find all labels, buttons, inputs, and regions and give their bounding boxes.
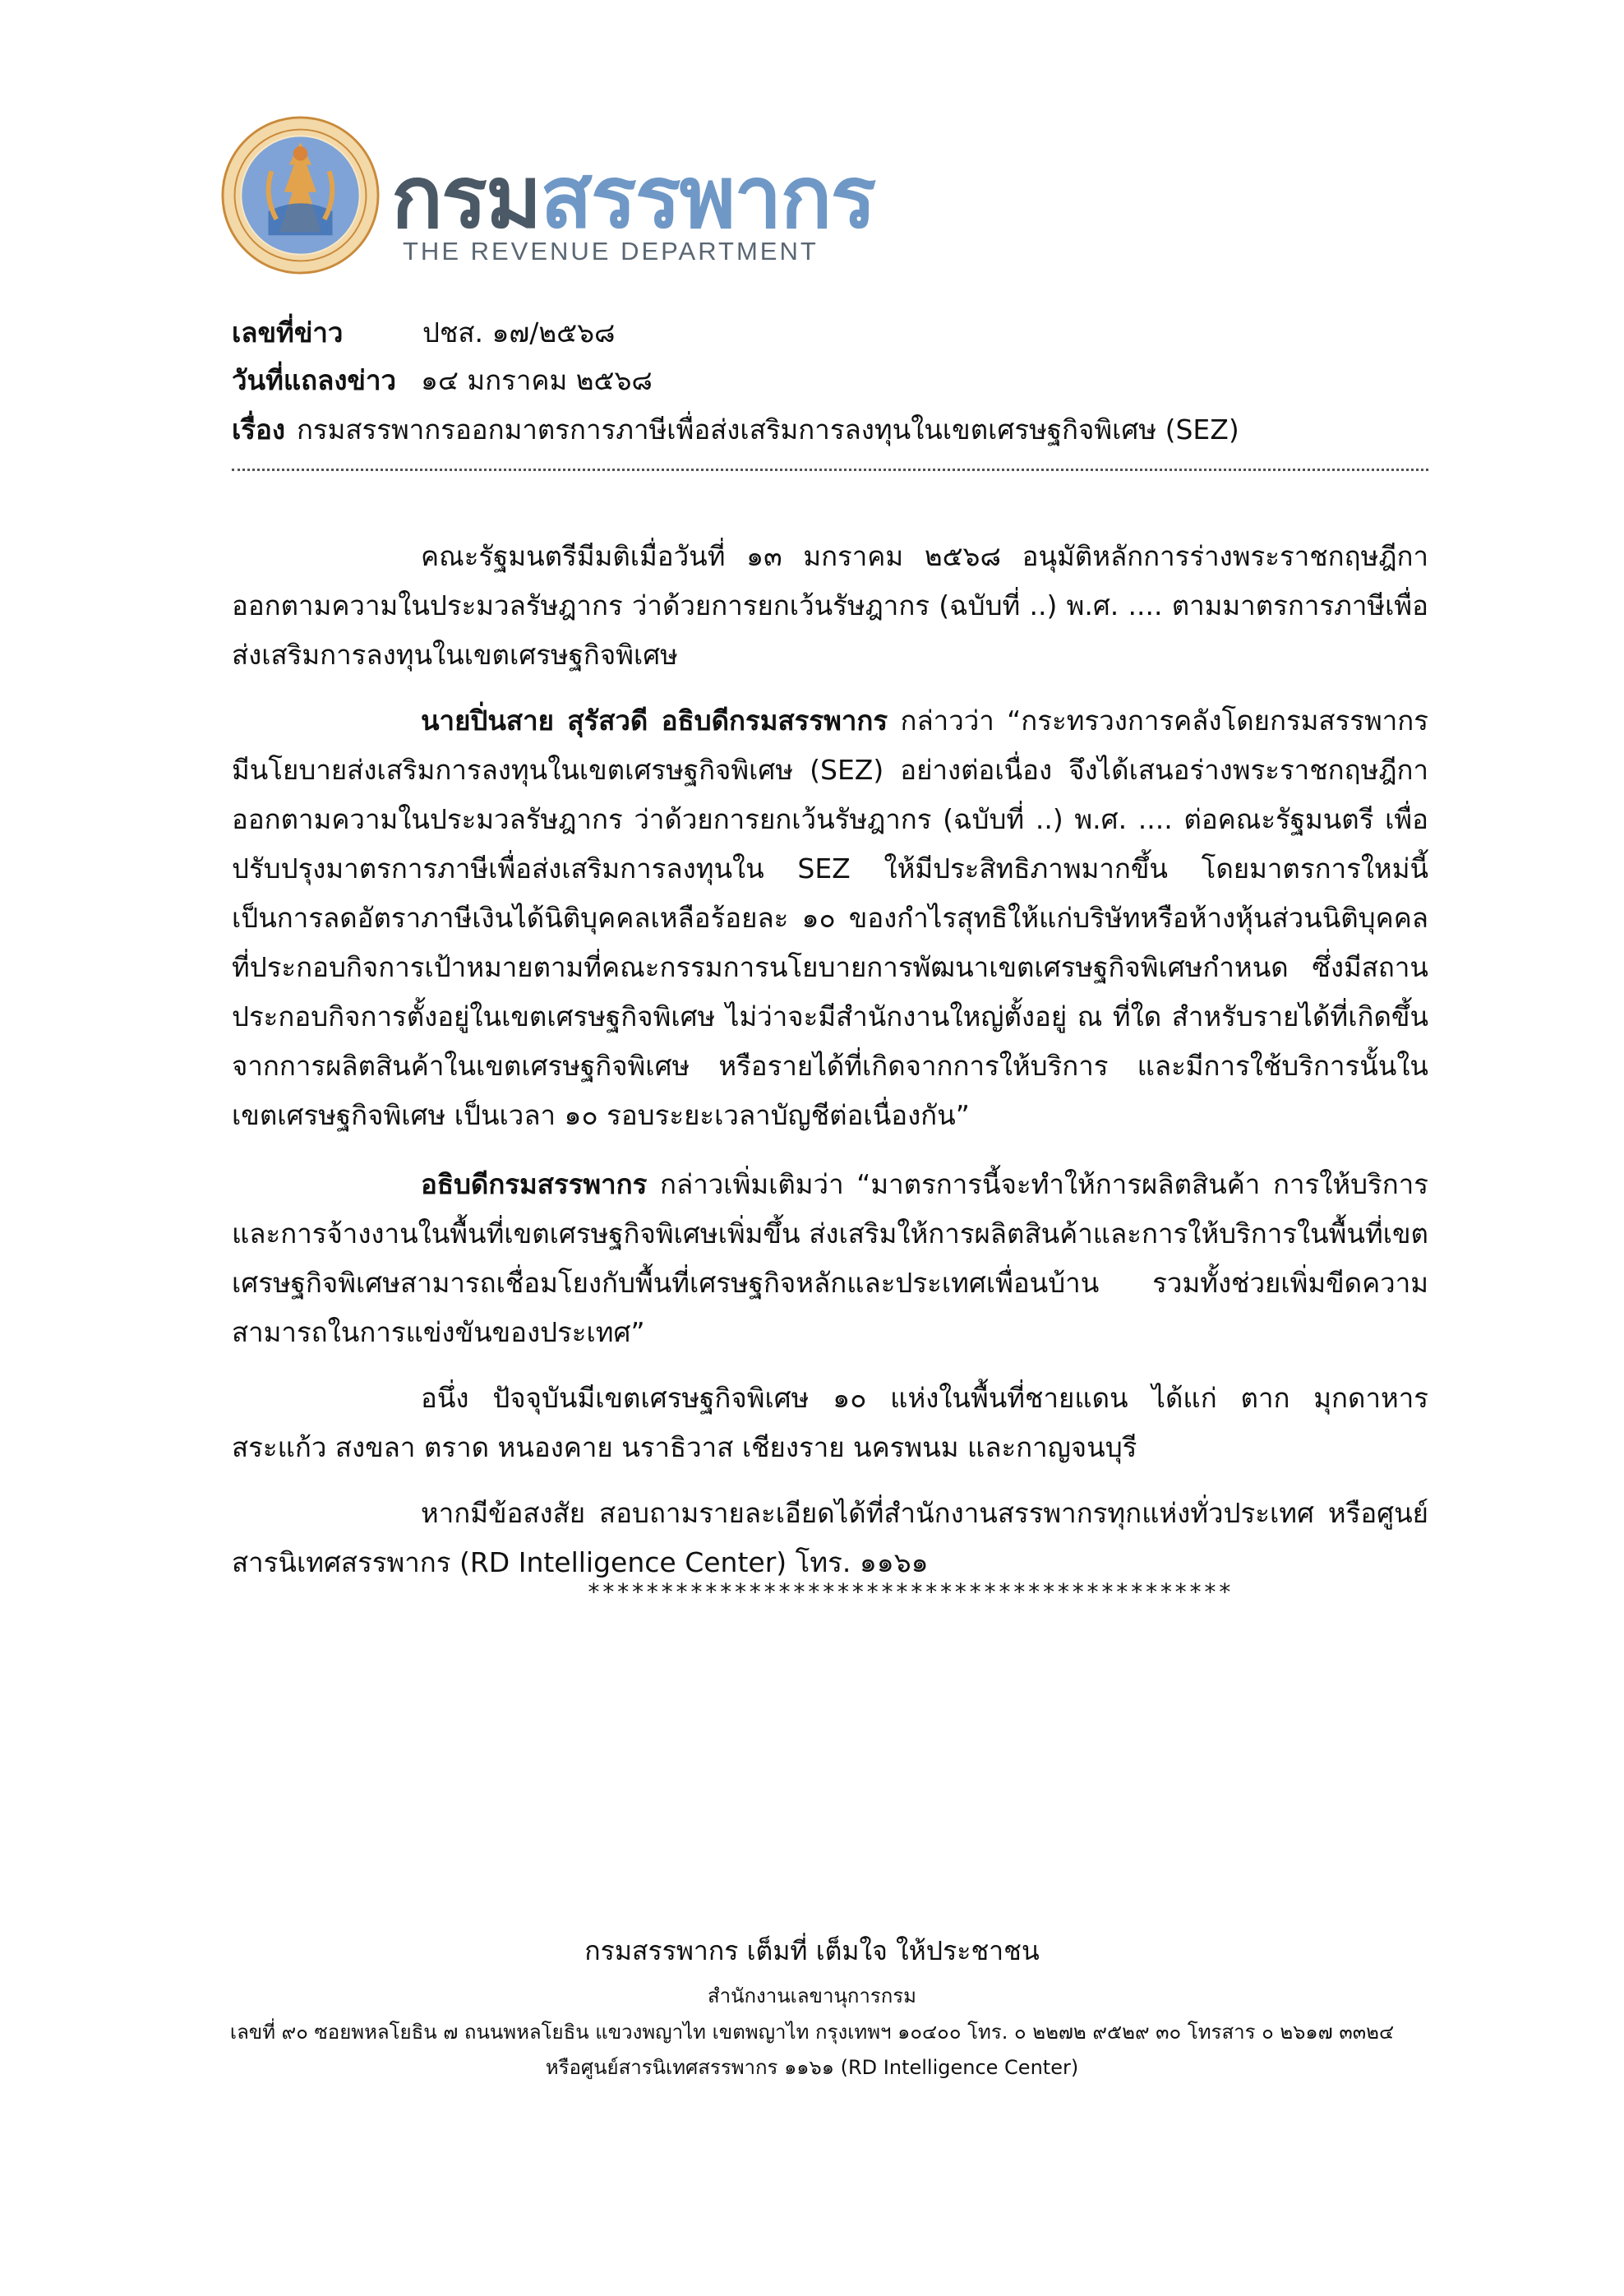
footer-address: เลขที่ ๙๐ ซอยพหลโยธิน ๗ ถนนพหลโยธิน แขวงพญาไท เขตพญาไท กรุงเทพฯ ๑๐๔๐๐ โทร. ๐ ๒๒๗๒ ๙๕๒๙ ๓๐ โทรสาร ๐ ๒๖๑๗ ๓๓๒๔ [229, 2021, 1395, 2044]
paragraph-additional-statement [232, 1160, 1428, 1357]
release-date-label: วันที่แถลงข่าว [232, 364, 397, 396]
footer-slogan: กรมสรรพากร เต็มที่ เต็มใจ ให้ประชาชน [584, 1935, 1040, 1966]
subject-value: กรมสรรพากรออกมาตรการภาษีเพื่อส่งเสริมการลงทุนในเขตเศรษฐกิจพิเศษ (SEZ) [296, 413, 1239, 446]
news-number-value: ปชส. ๑๗/๒๕๖๘ [422, 316, 616, 349]
news-number-row [232, 316, 616, 349]
director-general-title: อธิบดีกรมสรรพากร [421, 1168, 648, 1200]
logo-thai-name: กรมสรรพากร [391, 147, 875, 247]
director-general-name: นายปิ่นสาย สุรัสวดี อธิบดีกรมสรรพากร [421, 705, 888, 737]
paragraph-sez-list: อนึ่ง ปัจจุบันมีเขตเศรษฐกิจพิเศษ ๑๐ แห่งในพื้นที่ชายแดน ได้แก่ ตาก มุกดาหาร สระแก้ว สงขลา ตราด หนองคาย นราธิวาส เชียงราย นครพนม และกาญจนบุรี [232, 1382, 1428, 1463]
subject-row [232, 413, 1239, 446]
dotted-divider [232, 469, 1428, 471]
revenue-department-logo [220, 115, 875, 279]
end-of-text-asterisks: ******************************************** [587, 1578, 1233, 1605]
paragraph-contact-info: หากมีข้อสงสัย สอบถามรายละเอียดได้ที่สำนักงานสรรพากรทุกแห่งทั่วประเทศ หรือศูนย์สารนิเทศสรรพากร (RD Intelligence Center) โทร. ๑๑๖๑ [232, 1497, 1428, 1578]
paragraph-director-general-statement [232, 696, 1428, 1140]
release-date-row [232, 364, 653, 396]
revenue-department-seal-icon [220, 115, 381, 275]
subject-label: เรื่อง [232, 413, 285, 446]
footer-info-center: หรือศูนย์สารนิเทศสรรพากร ๑๑๖๑ (RD Intelligence Center) [545, 2056, 1079, 2079]
additional-statement-text: กล่าวเพิ่มเติมว่า “มาตรการนี้จะทำให้การผลิตสินค้า การให้บริการ และการจ้างงานในพื้นที่เขตเศรษฐกิจพิเศษเพิ่มขึ้น ส่งเสริมให้การผลิตสินค้าและการให้บริการในพื้นที่เขตเศรษฐกิจพิเศษสามารถเชื่อมโยงกับพื้นที่เศรษฐกิจหลักและประเทศเพื่อนบ้าน รวมทั้งช่วยเพิ่มขีดความสามารถในการแข่งขันของประเทศ” [232, 1168, 1428, 1348]
news-number-label: เลขที่ข่าว [232, 316, 344, 349]
logo-english-name: THE REVENUE DEPARTMENT [403, 237, 819, 266]
paragraph-cabinet-resolution: คณะรัฐมนตรีมีมติเมื่อวันที่ ๑๓ มกราคม ๒๕๖๘ อนุมัติหลักการร่างพระราชกฤษฎีกา ออกตามความในประมวลรัษฎากร ว่าด้วยการยกเว้นรัษฎากร (ฉบับที่ ..) พ.ศ. .... ตามมาตรการภาษีเพื่อส่งเสริมการลงทุนในเขตเศรษฐกิจพิเศษ [232, 540, 1428, 671]
release-date-value: ๑๔ มกราคม ๒๕๖๘ [421, 364, 653, 396]
footer-office: สำนักงานเลขานุการกรม [707, 1984, 916, 2007]
director-general-statement-text: กล่าวว่า “กระทรวงการคลังโดยกรมสรรพากรมีนโยบายส่งเสริมการลงทุนในเขตเศรษฐกิจพิเศษ (SEZ) อย่างต่อเนื่อง จึงได้เสนอร่างพระราชกฤษฎีกา ออกตามความในประมวลรัษฎากร ว่าด้วยการยกเว้นรัษฎากร (ฉบับที่ ..) พ.ศ. .... ต่อคณะรัฐมนตรี เพื่อปรับปรุงมาตรการภาษีเพื่อส่งเสริมการลงทุนใน SEZ ให้มีประสิทธิภาพมากขึ้น โดยมาตรการใหม่นี้ เป็นการลดอัตราภาษีเงินได้นิติบุคคลเหลือร้อยละ ๑๐ ของกำไรสุทธิให้แก่บริษัทหรือห้างหุ้นส่วนนิติบุคคล ที่ประกอบกิจการเป้าหมายตามที่คณะกรรมการนโยบายการพัฒนาเขตเศรษฐกิจพิเศษกำหนด ซึ่งมีสถานประกอบกิจการตั้งอยู่ในเขตเศรษฐกิจพิเศษ ไม่ว่าจะมีสำนักงานใหญ่ตั้งอยู่ ณ ที่ใด สำหรับรายได้ที่เกิดขึ้นจากการผลิตสินค้าในเขตเศรษฐกิจพิเศษ หรือรายได้ที่เกิดจากการให้บริการ และมีการใช้บริการนั้นในเขตเศรษฐกิจพิเศษ เป็นเวลา ๑๐ รอบระยะเวลาบัญชีต่อเนื่องกัน” [232, 705, 1429, 1131]
